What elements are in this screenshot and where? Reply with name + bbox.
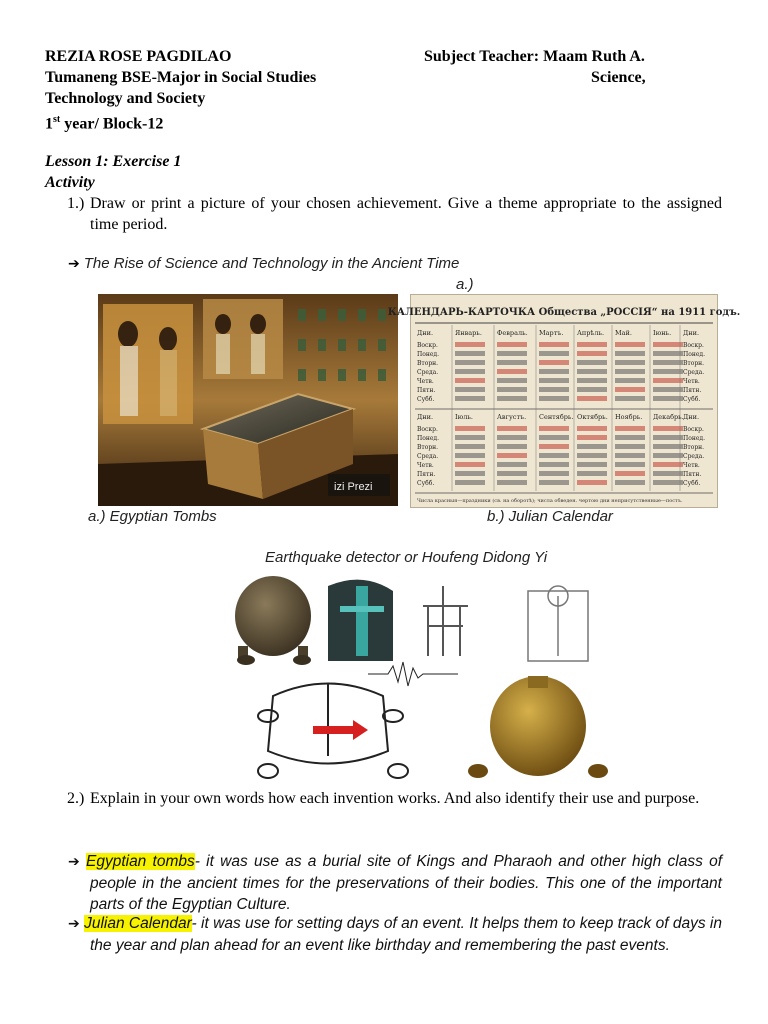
calendar-date-cells <box>455 453 485 458</box>
calendar-day-label: Пятн. <box>417 387 436 394</box>
calendar-date-cells <box>615 480 645 485</box>
calendar-date-cells <box>539 387 569 392</box>
calendar-date-cells <box>455 378 485 383</box>
arrow-icon: ➔ <box>68 916 80 932</box>
calendar-date-cells <box>455 369 485 374</box>
calendar-date-cells <box>455 444 485 449</box>
calendar-title: КАЛЕНДАРЬ-КАРТОЧКА Общества „РОССIЯ“ на 1911 годъ. <box>387 307 741 318</box>
program-continuation: Science, <box>591 69 646 86</box>
answer-term-highlight: Julian Calendar <box>84 915 192 932</box>
calendar-date-cells <box>539 378 569 383</box>
lesson-title: Lesson 1: Exercise 1 <box>45 153 182 170</box>
answer-body: - it was use for setting days of an event. It helps them to keep track of days in the year and plan ahead for an event like birthday and remembering the past events. <box>90 915 722 954</box>
calendar-date-cells <box>497 378 527 383</box>
calendar-day-label: Пятн. <box>417 471 436 478</box>
year-rest: year/ Block-12 <box>60 115 164 133</box>
calendar-month-label: Дни. <box>683 329 700 337</box>
calendar-date-cells <box>577 444 607 449</box>
calendar-month-label: Мартъ. <box>539 329 564 337</box>
calendar-date-cells <box>577 453 607 458</box>
calendar-date-cells <box>539 462 569 467</box>
calendar-month-label: Ноябрь. <box>615 413 643 421</box>
calendar-date-cells <box>615 351 645 356</box>
calendar-footer: Числа красныя—праздники (св. на оборотѣ); числа обведен. чертою дни неприсутственные—постъ. <box>417 498 683 504</box>
calendar-month-label: Апрѣль. <box>577 329 605 337</box>
calendar-date-cells <box>497 360 527 365</box>
calendar-day-label: Субб. <box>417 480 435 487</box>
calendar-date-cells <box>615 426 645 431</box>
calendar-date-cells <box>577 471 607 476</box>
calendar-date-cells <box>653 462 683 467</box>
program: Tumaneng BSE-Major in Social Studies <box>45 69 317 86</box>
calendar-day-label: Четв. <box>683 378 700 385</box>
calendar-date-cells <box>455 426 485 431</box>
calendar-date-cells <box>539 426 569 431</box>
calendar-date-cells <box>497 462 527 467</box>
calendar-date-cells <box>497 426 527 431</box>
q1-number: 1.) <box>67 195 85 212</box>
calendar-date-cells <box>539 435 569 440</box>
calendar-day-label: Воскр. <box>683 426 704 433</box>
calendar-date-cells <box>577 360 607 365</box>
calendar-month-label: Дни. <box>417 329 434 337</box>
calendar-day-label: Вторн. <box>417 444 439 451</box>
calendar-date-cells <box>497 342 527 347</box>
calendar-date-cells <box>577 480 607 485</box>
calendar-date-cells <box>653 480 683 485</box>
calendar-date-cells <box>653 471 683 476</box>
calendar-month-label: Декабрь. <box>653 413 684 421</box>
year-number: 1 <box>45 115 53 133</box>
houfeng-didong-yi-image <box>228 566 612 788</box>
calendar-date-cells <box>539 471 569 476</box>
student-name: REZIA ROSE PAGDILAO <box>45 48 232 65</box>
arrow-icon: ➔ <box>68 854 80 870</box>
calendar-date-cells <box>615 453 645 458</box>
theme-line <box>68 255 459 273</box>
calendar-date-cells <box>615 462 645 467</box>
seismo-caption: Earthquake detector or Houfeng Didong Yi <box>265 549 548 566</box>
theme-text: The Rise of Science and Technology in the Ancient Time <box>83 255 460 272</box>
calendar-date-cells <box>653 360 683 365</box>
calendar-day-label: Пятн. <box>683 387 702 394</box>
q2-number: 2.) <box>67 790 85 807</box>
calendar-date-cells <box>455 342 485 347</box>
calendar-date-cells <box>653 351 683 356</box>
calendar-date-cells <box>539 342 569 347</box>
calendar-date-cells <box>615 387 645 392</box>
calendar-date-cells <box>615 378 645 383</box>
calendar-month-label: Май. <box>615 329 632 337</box>
calendar-day-label: Четв. <box>417 462 434 469</box>
activity-heading: Activity <box>45 174 95 191</box>
arrow-icon: ➔ <box>68 256 80 272</box>
calendar-month-label: Iюль. <box>455 413 473 421</box>
calendar-day-label: Вторн. <box>417 360 439 367</box>
calendar-date-cells <box>539 369 569 374</box>
calendar-day-label: Среда. <box>683 453 705 460</box>
calendar-date-cells <box>577 396 607 401</box>
calendar-date-cells <box>577 378 607 383</box>
calendar-day-label: Субб. <box>683 396 701 403</box>
calendar-day-label: Вторн. <box>683 444 705 451</box>
calendar-month-label: Октябрь. <box>577 413 608 421</box>
calendar-date-cells <box>653 435 683 440</box>
calendar-date-cells <box>455 480 485 485</box>
calendar-date-cells <box>497 471 527 476</box>
q2-text: Explain in your own words how each invention works. And also identify their use and purpose. <box>90 790 700 807</box>
calendar-date-cells <box>615 369 645 374</box>
calendar-day-label: Понед. <box>683 435 705 442</box>
calendar-date-cells <box>497 453 527 458</box>
tomb-watermark: izi Prezi <box>334 481 373 493</box>
calendar-day-label: Четв. <box>683 462 700 469</box>
calendar-date-cells <box>497 396 527 401</box>
calendar-caption: b.) Julian Calendar <box>487 508 613 525</box>
calendar-month-label: Дни. <box>683 413 700 421</box>
calendar-date-cells <box>653 369 683 374</box>
calendar-date-cells <box>577 387 607 392</box>
answer-egyptian-tombs <box>68 851 722 915</box>
calendar-date-cells <box>577 462 607 467</box>
calendar-date-cells <box>615 444 645 449</box>
calendar-date-cells <box>615 396 645 401</box>
calendar-date-cells <box>615 471 645 476</box>
calendar-day-label: Понед. <box>417 435 439 442</box>
julian-calendar-image <box>387 294 741 508</box>
calendar-day-label: Воскр. <box>417 342 438 349</box>
calendar-date-cells <box>653 342 683 347</box>
marker-a: a.) <box>456 276 474 293</box>
subject-teacher: Subject Teacher: Maam Ruth A. <box>424 48 645 65</box>
calendar-month-label: Февраль. <box>497 329 528 337</box>
program-line-2: Technology and Society <box>45 90 206 107</box>
calendar-day-label: Воскр. <box>683 342 704 349</box>
calendar-day-label: Понед. <box>417 351 439 358</box>
calendar-date-cells <box>653 387 683 392</box>
calendar-month-label: Августъ. <box>497 413 527 421</box>
answer-body: - it was use as a burial site of Kings and Pharaoh and other high class of people in the ancient times for the preservations of their bodies. This one of the important parts of the Egyptian Culture. <box>90 853 722 913</box>
calendar-date-cells <box>455 351 485 356</box>
calendar-date-cells <box>497 480 527 485</box>
calendar-date-cells <box>497 435 527 440</box>
calendar-day-label: Понед. <box>683 351 705 358</box>
calendar-month-label: Январь. <box>455 329 482 337</box>
calendar-day-label: Субб. <box>683 480 701 487</box>
calendar-date-cells <box>577 369 607 374</box>
calendar-date-cells <box>615 360 645 365</box>
year-block <box>45 109 163 134</box>
calendar-day-label: Воскр. <box>417 426 438 433</box>
calendar-date-cells <box>497 369 527 374</box>
calendar-date-cells <box>539 480 569 485</box>
year-superscript: st <box>53 114 61 125</box>
calendar-date-cells <box>577 351 607 356</box>
answer-term-highlight: Egyptian tombs <box>85 853 195 870</box>
calendar-day-label: Среда. <box>417 369 439 376</box>
calendar-date-cells <box>653 426 683 431</box>
calendar-date-cells <box>577 426 607 431</box>
calendar-date-cells <box>455 471 485 476</box>
calendar-date-cells <box>653 396 683 401</box>
calendar-grid <box>415 325 713 491</box>
calendar-date-cells <box>539 396 569 401</box>
calendar-day-label: Среда. <box>683 369 705 376</box>
calendar-date-cells <box>577 435 607 440</box>
calendar-date-cells <box>539 453 569 458</box>
calendar-date-cells <box>615 342 645 347</box>
calendar-date-cells <box>539 351 569 356</box>
tomb-caption: a.) Egyptian Tombs <box>88 508 217 525</box>
calendar-date-cells <box>653 378 683 383</box>
calendar-month-label: Сентябрь. <box>539 413 574 421</box>
calendar-date-cells <box>455 462 485 467</box>
calendar-date-cells <box>455 396 485 401</box>
calendar-date-cells <box>455 360 485 365</box>
egyptian-tomb-image <box>98 294 398 506</box>
calendar-day-label: Четв. <box>417 378 434 385</box>
calendar-date-cells <box>577 342 607 347</box>
calendar-date-cells <box>653 453 683 458</box>
calendar-day-label: Среда. <box>417 453 439 460</box>
calendar-month-label: Iюнь. <box>653 329 672 337</box>
calendar-date-cells <box>497 444 527 449</box>
calendar-date-cells <box>497 387 527 392</box>
calendar-day-label: Вторн. <box>683 360 705 367</box>
calendar-date-cells <box>539 360 569 365</box>
answer-julian-calendar <box>68 913 722 956</box>
calendar-day-label: Субб. <box>417 396 435 403</box>
q1-text: Draw or print a picture of your chosen achievement. Give a theme appropriate to the assigned time period. <box>90 195 722 233</box>
calendar-date-cells <box>653 444 683 449</box>
calendar-date-cells <box>539 444 569 449</box>
calendar-month-label: Дни. <box>417 413 434 421</box>
calendar-date-cells <box>497 351 527 356</box>
calendar-date-cells <box>455 435 485 440</box>
calendar-day-label: Пятн. <box>683 471 702 478</box>
calendar-date-cells <box>615 435 645 440</box>
calendar-date-cells <box>455 387 485 392</box>
